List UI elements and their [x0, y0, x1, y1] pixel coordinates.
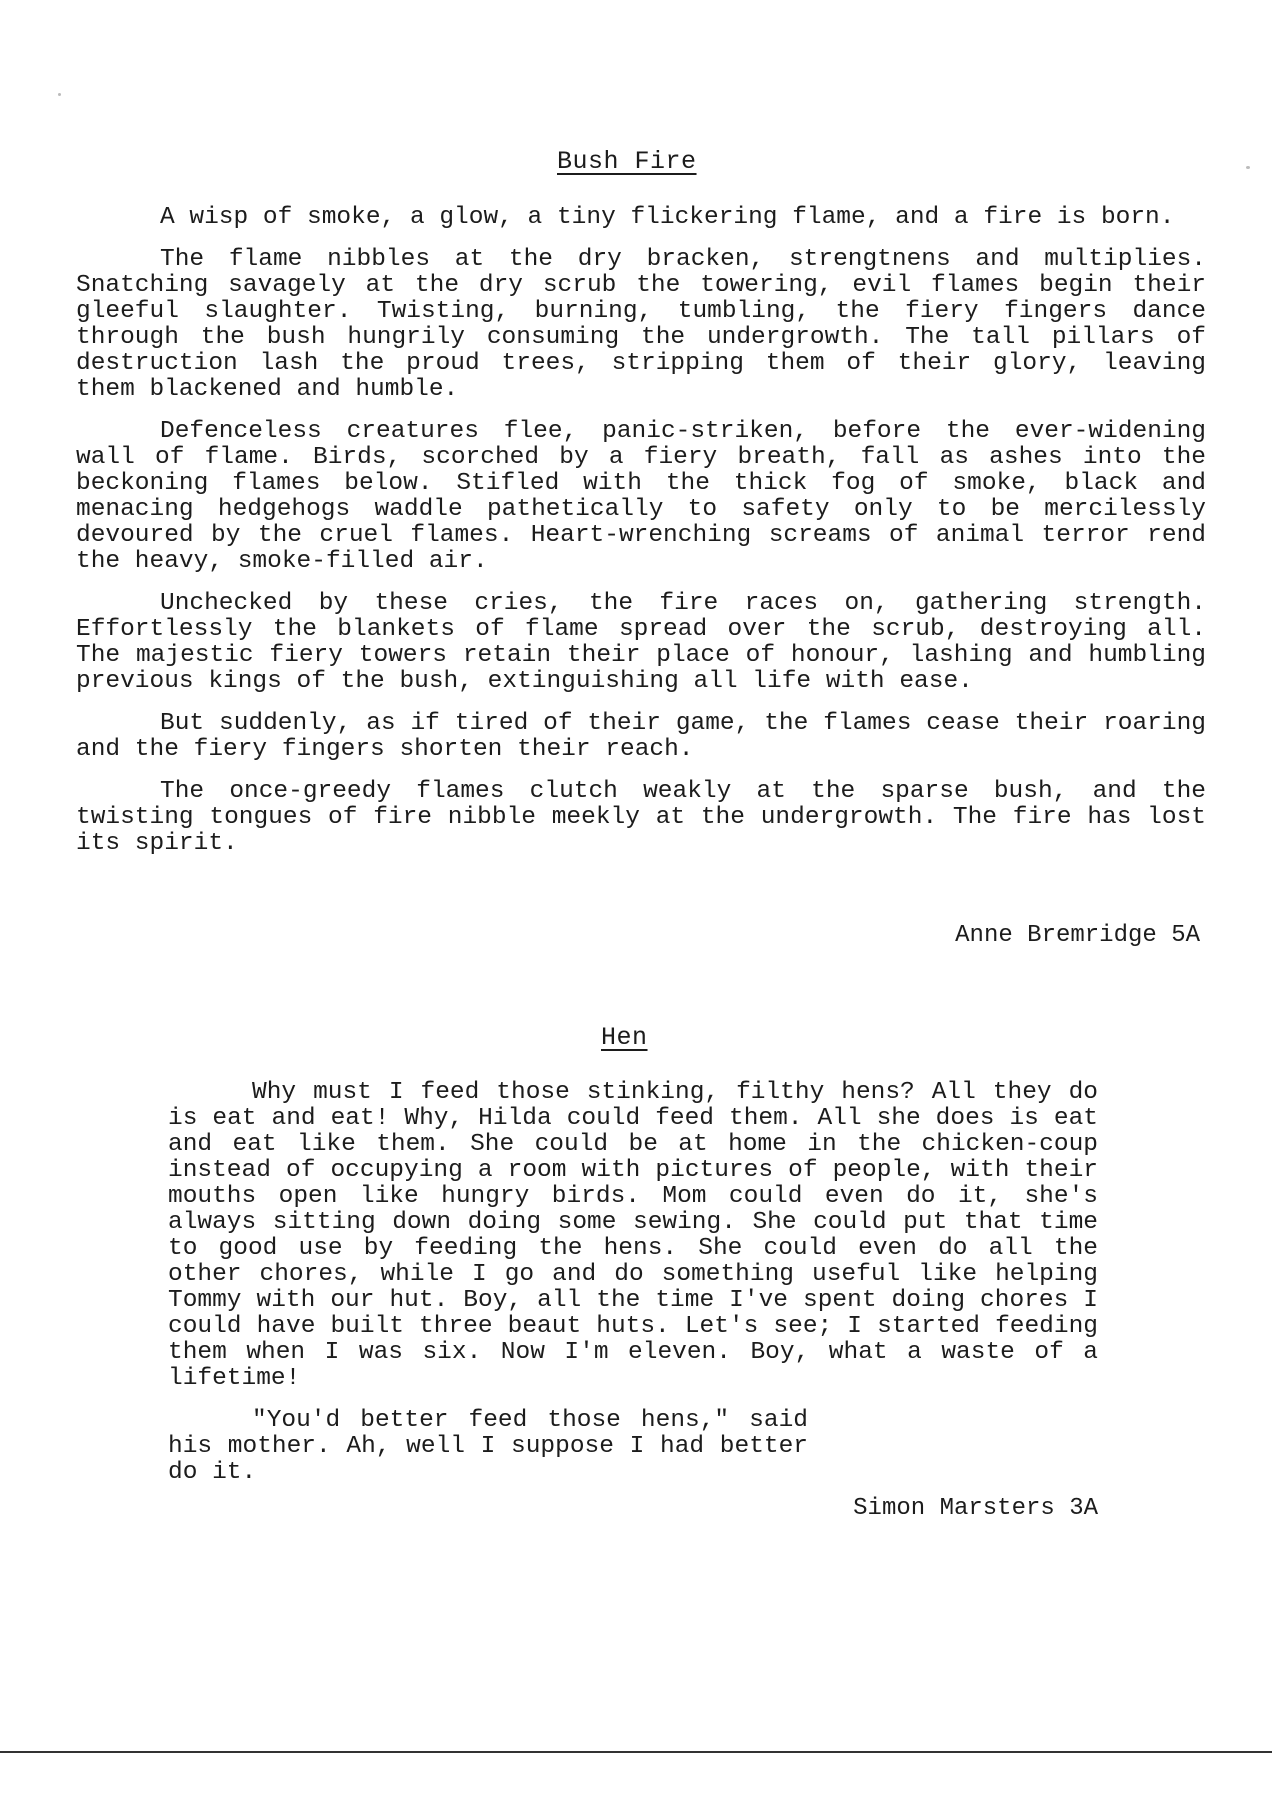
- author-signature: Anne Bremridge 5A: [955, 922, 1200, 949]
- bottom-rule: [0, 1751, 1272, 1753]
- paragraph: Why must I feed those stinking, filthy hens? All they do is eat and eat! Why, Hilda could feed them. All she does is eat and eat like them. She could be at home in the chicken-coup instead of occupying a room with pictures of people, with their mouths open like hungry birds. Mom could even do it, she's always sitting down doing some sewing. She could put that time to good use by feeding the hens. She could even do all the other chores, while I go and do something useful like helping Tommy with our hut. Boy, all the time I've spent doing chores I could have built three beaut huts. Let's see; I started feeding them when I was six. Now I'm eleven. Boy, what a waste of a lifetime!: [168, 1079, 1098, 1392]
- story-title: Bush Fire: [557, 147, 697, 176]
- paragraph: The flame nibbles at the dry bracken, strengtnens and multiplies. Snatching savagely at the dry scrub the towering, evil flames begin their gleeful slaughter. Twisting, burning, tumbling, the fiery fingers dance through the bush hungrily consuming the undergrowth. The tall pillars of destruction lash the proud trees, stripping them of their glory, leaving them blackened and humble.: [76, 246, 1206, 403]
- paragraph: A wisp of smoke, a glow, a tiny flickering flame, and a fire is born.: [160, 204, 1175, 231]
- story-title: Hen: [601, 1023, 648, 1052]
- author-signature: Simon Marsters 3A: [853, 1495, 1098, 1522]
- paragraph: But suddenly, as if tired of their game, the flames cease their roaring and the fiery fingers shorten their reach.: [76, 710, 1206, 763]
- story-body: [76, 205, 1206, 857]
- scan-speck: [58, 93, 61, 96]
- paragraph: The once-greedy flames clutch weakly at the sparse bush, and the twisting tongues of fire nibble meekly at the undergrowth. The fire has lost its spirit.: [76, 778, 1206, 857]
- scan-speck: [1246, 166, 1250, 169]
- paragraph: Defenceless creatures flee, panic-striken, before the ever-widening wall of flame. Birds, scorched by a fiery breath, fall as ashes into the beckoning flames below. Stifled with the thick fog of smoke, black and menacing hedgehogs waddle pathetically to safety only to be mercilessly devoured by the cruel flames. Heart-wrenching screams of animal terror rend the heavy, smoke-filled air.: [76, 418, 1206, 575]
- paragraph: "You'd better feed those hens," said his mother. Ah, well I suppose I had better do it.: [168, 1407, 808, 1486]
- story-body: [168, 1080, 1098, 1486]
- paragraph: Unchecked by these cries, the fire races on, gathering strength. Effortlessly the blankets of flame spread over the scrub, destroying all. The majestic fiery towers retain their place of honour, lashing and humbling previous kings of the bush, extinguishing all life with ease.: [76, 590, 1206, 695]
